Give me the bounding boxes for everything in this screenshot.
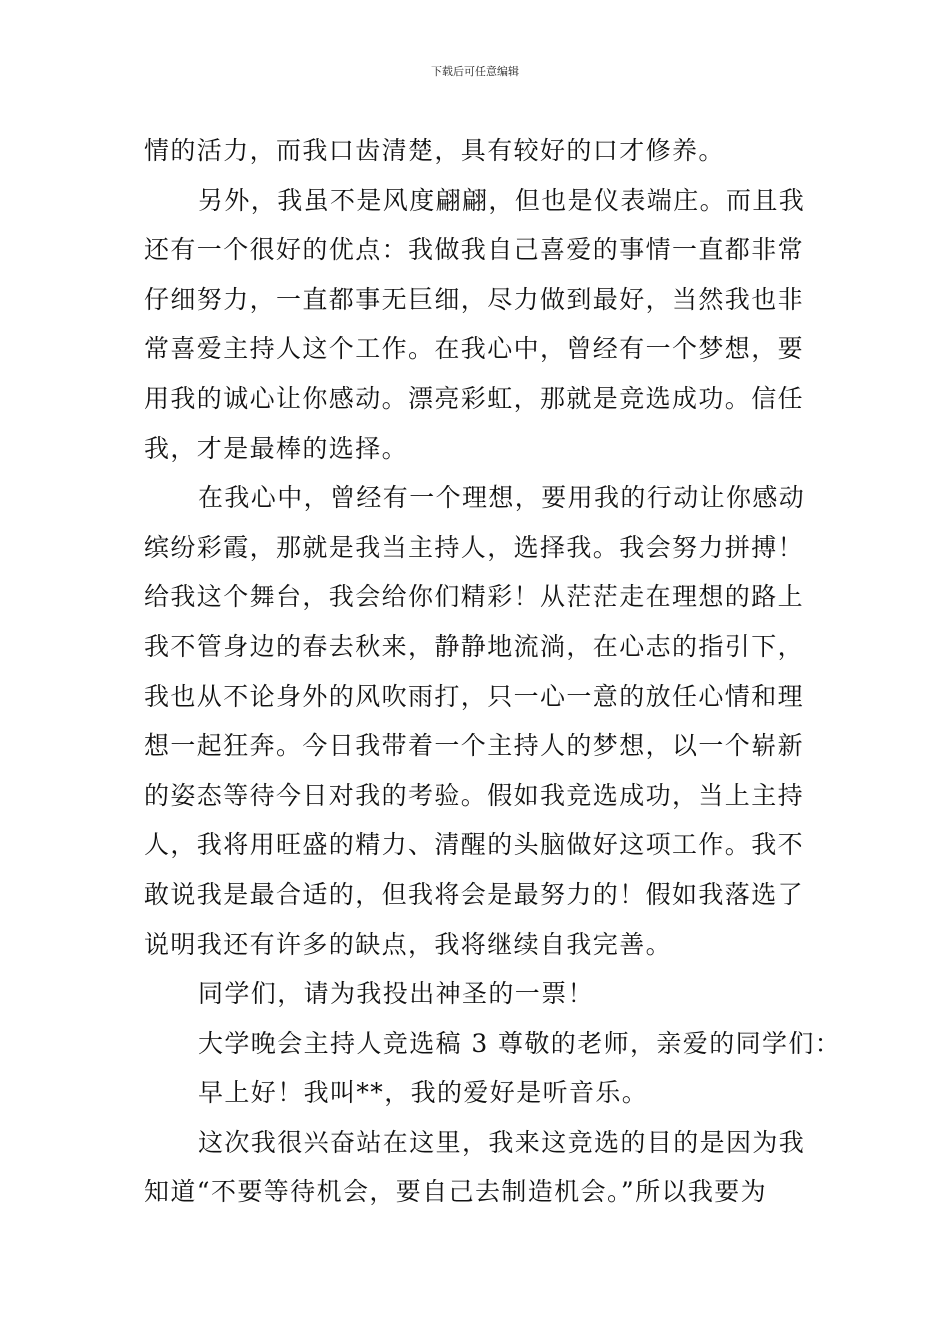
text-line: 在我心中，曾经有一个理想，要用我的行动让你感动 — [198, 483, 806, 513]
text-line: 我不管身边的春去秋来，静静地流淌，在心志的指引下， — [144, 631, 805, 661]
text-line: 这次我很兴奋站在这里，我来这竞选的目的是因为我 — [198, 1127, 806, 1157]
text-line: 想一起狂奔。今日我带着一个主持人的梦想，以一个崭新 — [144, 731, 805, 761]
text-line: 我也从不论身外的风吹雨打，只一心一意的放任心情和理 — [144, 681, 805, 711]
text-line: 大学晚会主持人竞选稿 3 尊敬的老师，亲爱的同学们： — [198, 1028, 842, 1058]
text-line: 另外，我虽不是风度翩翩，但也是仪表端庄。而且我 — [198, 185, 806, 215]
page-header-note: 下载后可任意编辑 — [431, 65, 519, 78]
document-body — [144, 126, 842, 1217]
text-line: 我，才是最棒的选择。 — [144, 433, 409, 463]
text-line: 同学们，请为我投出神圣的一票！ — [198, 979, 595, 1009]
text-line: 敢说我是最合适的，但我将会是最努力的！假如我落选了 — [144, 879, 805, 909]
text-line: 仔细努力，一直都事无巨细，尽力做到最好，当然我也非 — [144, 284, 805, 314]
text-line: 缤纷彩霞，那就是我当主持人，选择我。我会努力拼搏！ — [144, 532, 805, 562]
text-line: 还有一个很好的优点：我做我自己喜爱的事情一直都非常 — [144, 235, 805, 265]
text-line: 说明我还有许多的缺点，我将继续自我完善。 — [144, 929, 673, 959]
text-line: 的姿态等待今日对我的考验。假如我竞选成功，当上主持 — [144, 780, 805, 810]
text-line: 给我这个舞台，我会给你们精彩！从茫茫走在理想的路上 — [144, 582, 805, 612]
text-line: 情的活力，而我口齿清楚，具有较好的口才修养。 — [144, 136, 725, 165]
text-line: 知道“不要等待机会，要自己去制造机会。”所以我要为 — [144, 1177, 768, 1207]
text-line: 用我的诚心让你感动。漂亮彩虹，那就是竞选成功。信任 — [144, 383, 805, 413]
text-line: 常喜爱主持人这个工作。在我心中，曾经有一个梦想，要 — [144, 334, 805, 364]
text-line: 早上好！我叫**，我的爱好是听音乐。 — [198, 1078, 649, 1108]
text-line: 人，我将用旺盛的精力、清醒的头脑做好这项工作。我不 — [144, 830, 805, 860]
